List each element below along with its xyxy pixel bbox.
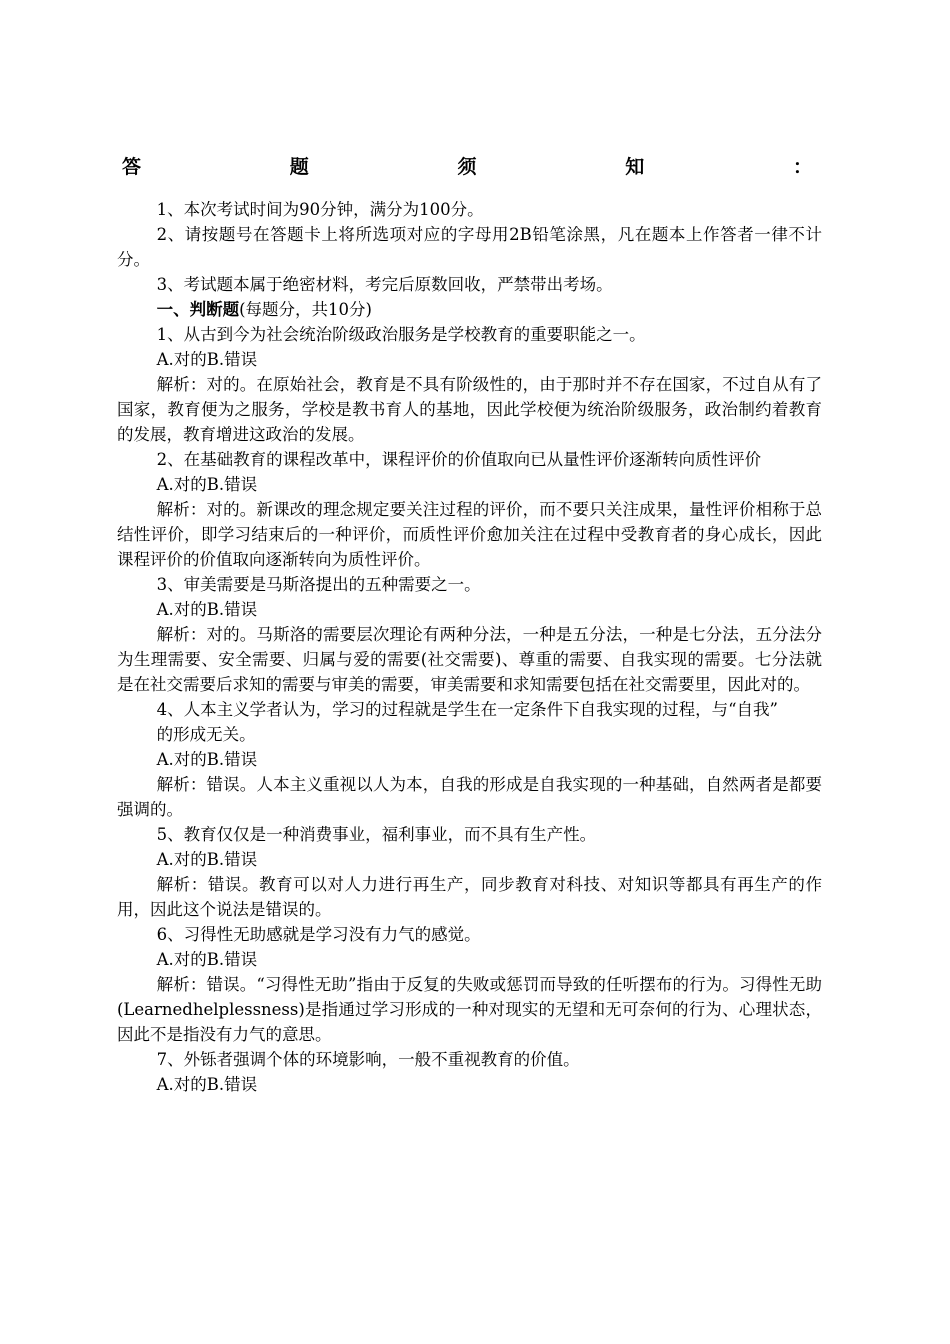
question-analysis: 解析：对的。在原始社会，教育是不具有阶级性的，由于那时并不存在国家，不过自从有了国家，教育便为之服务，学校是教书育人的基地，因此学校便为统治阶级服务，政治制约着教育的发展，教育增进这政治的发展。 <box>117 375 822 444</box>
title-char: 题 <box>289 156 309 178</box>
title-char: 答 <box>122 156 142 178</box>
question-options: A.对的B.错误 <box>156 475 258 494</box>
title-char: ： <box>792 156 812 178</box>
question-options: A.对的B.错误 <box>156 1075 258 1094</box>
question-analysis: 解析：错误。人本主义重视以人为本，自我的形成是自我实现的一种基础，自然两者是都要强调的。 <box>117 775 822 819</box>
question-stem: 6、习得性无助感就是学习没有力气的感觉。 <box>156 925 481 944</box>
question-analysis: 解析：错误。“习得性无助”指由于反复的失败或惩罚而导致的任听摆布的行为。习得性无助(Learnedhelplessness)是指通过学习形成的一种对现实的无望和无可奈何的行为、心理状态，因此不是指没有力气的意思。 <box>117 975 822 1044</box>
question-analysis: 解析：对的。马斯洛的需要层次理论有两种分法，一种是五分法，一种是七分法，五分法分为生理需要、安全需要、归属与爱的需要(社交需要)、尊重的需要、自我实现的需要。七分法就是在社交需要后求知的需要与审美的需要，审美需要和求知需要包括在社交需要里，因此对的。 <box>117 625 822 694</box>
exam-note: 1、本次考试时间为90分钟，满分为100分。 <box>156 200 484 219</box>
page-title <box>122 152 812 178</box>
question-options: A.对的B.错误 <box>156 750 258 769</box>
question-stem: 7、外铄者强调个体的环境影响，一般不重视教育的价值。 <box>156 1050 580 1069</box>
exam-note: 3、考试题本属于绝密材料，考完后原数回收，严禁带出考场。 <box>156 275 613 294</box>
question-stem: 4、人本主义学者认为，学习的过程就是学生在一定条件下自我实现的过程，与“自我” <box>156 700 778 719</box>
section-note: (每题分，共10分) <box>239 300 372 319</box>
question-stem: 5、教育仅仅是一种消费事业，福利事业，而不具有生产性。 <box>156 825 597 844</box>
title-char: 知 <box>625 156 645 178</box>
exam-note: 2、请按题号在答题卡上将所选项对应的字母用2B铅笔涂黑，凡在题本上作答者一律不计分。 <box>117 225 822 269</box>
question-options: A.对的B.错误 <box>156 950 258 969</box>
question-options: A.对的B.错误 <box>156 850 258 869</box>
question-stem-continuation: 的形成无关。 <box>156 725 256 744</box>
question-stem: 1、从古到今为社会统治阶级政治服务是学校教育的重要职能之一。 <box>156 325 646 344</box>
question-options: A.对的B.错误 <box>156 600 258 619</box>
title-char: 须 <box>457 156 477 178</box>
question-stem: 2、在基础教育的课程改革中，课程评价的价值取向已从量性评价逐渐转向质性评价 <box>156 450 762 469</box>
question-options: A.对的B.错误 <box>156 350 258 369</box>
question-analysis: 解析：错误。教育可以对人力进行再生产，同步教育对科技、对知识等都具有再生产的作用，因此这个说法是错误的。 <box>117 875 822 919</box>
document-body <box>117 197 822 1097</box>
section-heading-line <box>117 297 822 322</box>
question-analysis: 解析：对的。新课改的理念规定要关注过程的评价，而不要只关注成果，量性评价相称于总结性评价，即学习结束后的一种评价，而质性评价愈加关注在过程中受教育者的身心成长，因此课程评价的价值取向逐渐转向为质性评价。 <box>117 500 822 569</box>
section-heading: 一、判断题 <box>156 300 240 319</box>
question-stem: 3、审美需要是马斯洛提出的五种需要之一。 <box>156 575 481 594</box>
